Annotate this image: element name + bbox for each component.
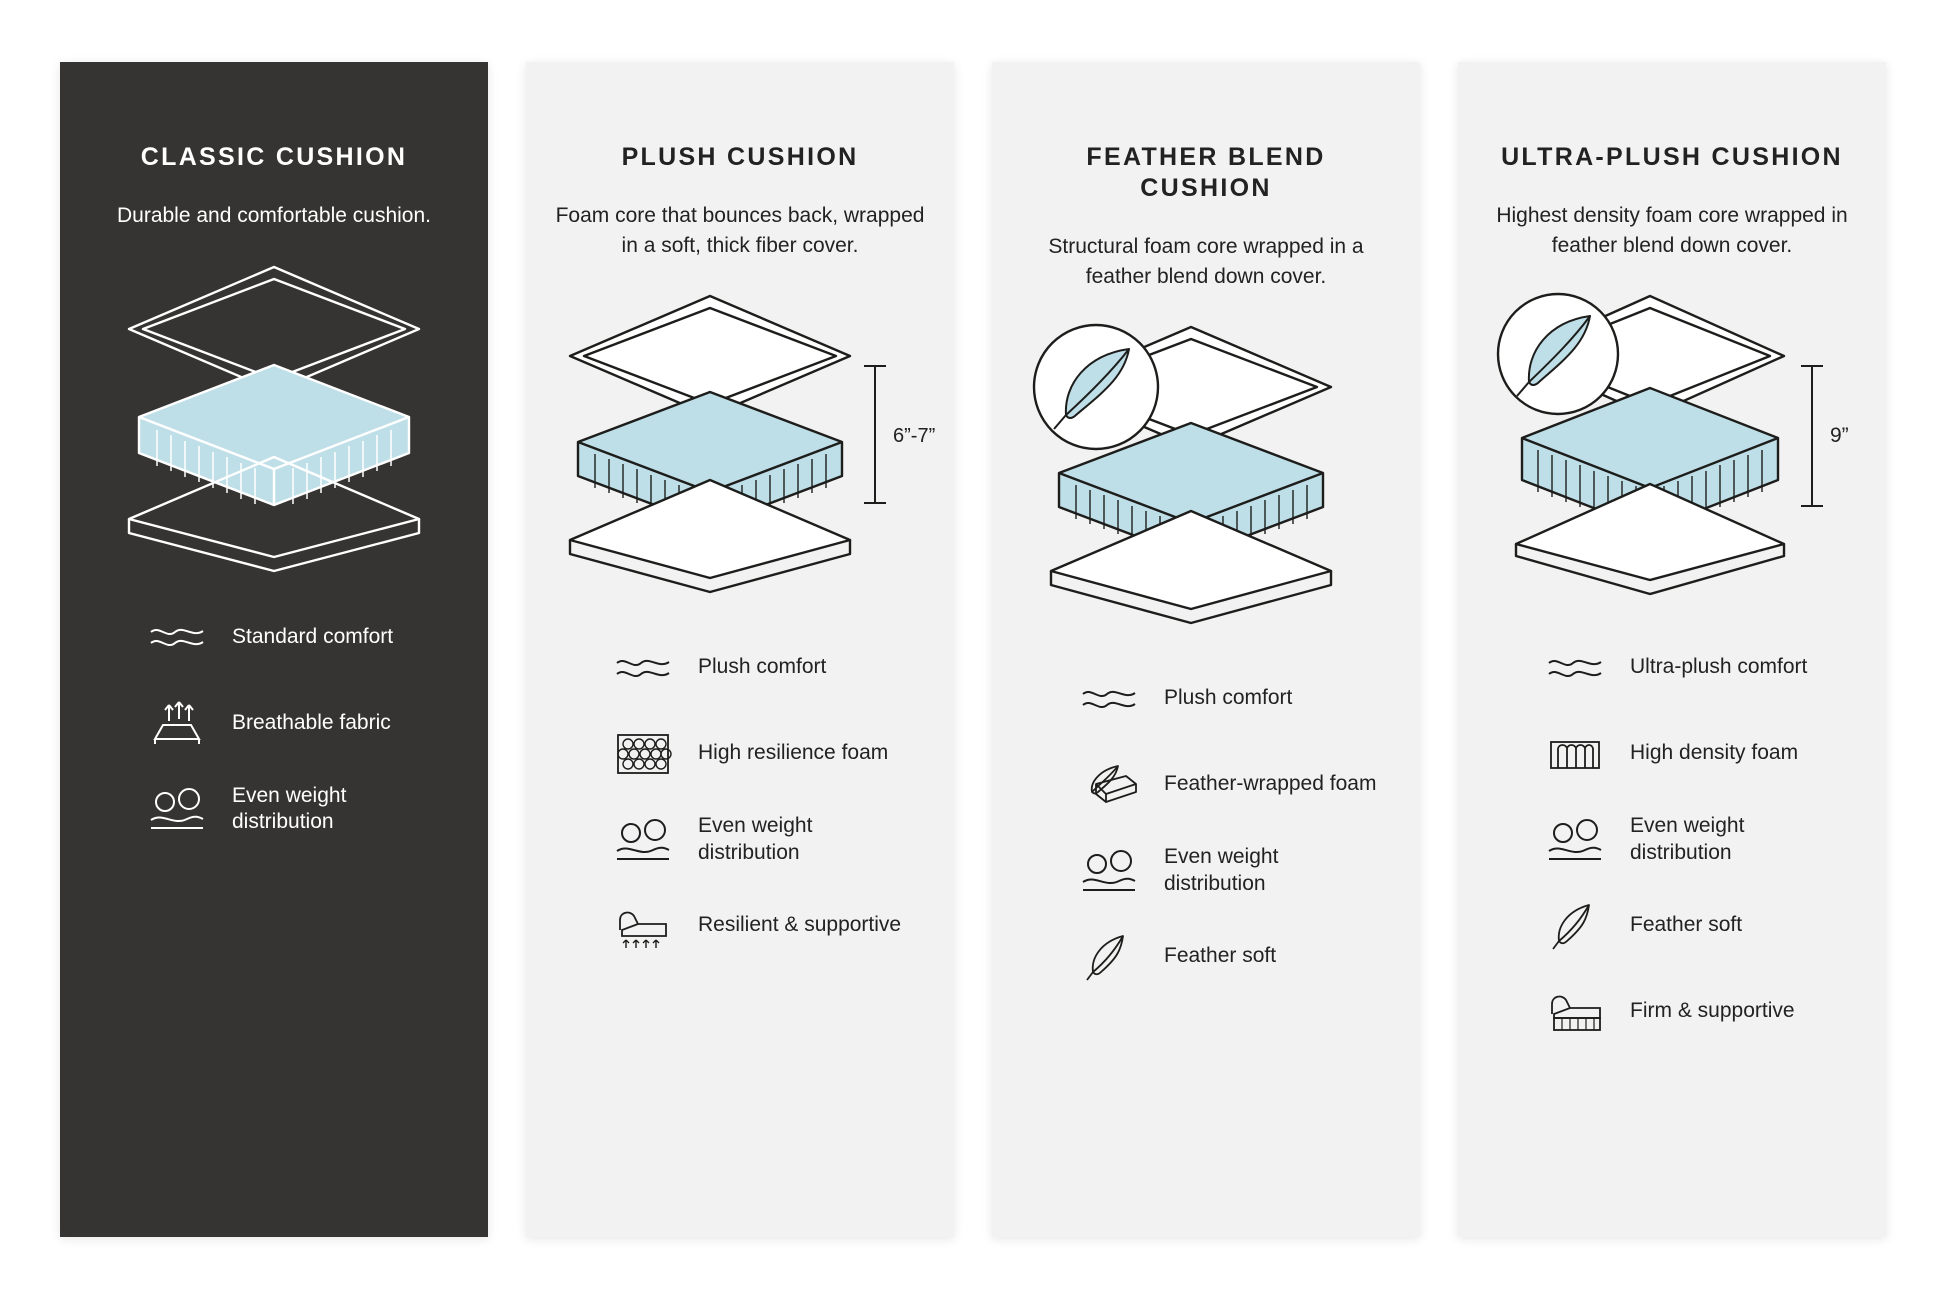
wave-lines-icon (612, 640, 674, 696)
list-item-label: Feather-wrapped foam (1164, 772, 1377, 796)
list-item (146, 695, 452, 751)
list-item-label: High resilience foam (698, 741, 889, 765)
list-item-label: Plush comfort (698, 655, 827, 679)
list-item-label: Even weight distribution (232, 783, 347, 834)
resilient-support-icon (612, 898, 674, 954)
list-item (612, 812, 918, 868)
feather-icon (1078, 929, 1140, 985)
list-item (1544, 812, 1850, 868)
list-item-label: High density foam (1630, 741, 1799, 765)
cushion-illustration-ultra-plush (1484, 288, 1860, 618)
list-item (1544, 984, 1850, 1040)
exploded-cushion-diagram-icon (1016, 319, 1396, 639)
list-item (1544, 726, 1850, 782)
firm-support-icon (1544, 984, 1606, 1040)
feature-list-ultra-plush (1484, 640, 1860, 1070)
feature-list-plush (552, 640, 928, 984)
dimension-label: 6”-7” (893, 424, 936, 447)
cushion-illustration-feather-blend (1018, 319, 1394, 649)
card-feather-blend-cushion (992, 62, 1420, 1237)
even-weight-icon (612, 812, 674, 868)
list-item-label: Feather soft (1630, 913, 1743, 937)
list-item-label: Firm & supportive (1630, 999, 1795, 1023)
card-ultra-plush-cushion (1458, 62, 1886, 1237)
breathable-fabric-icon (146, 695, 208, 751)
list-item-label: Feather soft (1164, 944, 1277, 968)
feather-icon (1544, 898, 1606, 954)
honeycomb-foam-icon (612, 726, 674, 782)
even-weight-icon (146, 781, 208, 837)
list-item (1078, 757, 1384, 813)
feature-list-feather-blend (1018, 671, 1394, 1015)
page-title: ULTRA-PLUSH CUSHION (1501, 143, 1843, 171)
list-item-label: Plush comfort (1164, 686, 1293, 710)
exploded-cushion-diagram-icon (1482, 288, 1862, 608)
even-weight-icon (1544, 812, 1606, 868)
list-item (1544, 640, 1850, 696)
list-item-label: Even weight distribution (1164, 845, 1279, 895)
list-item-label: Even weight distribution (1630, 814, 1745, 864)
page-title: FEATHER BLEND CUSHION (1086, 143, 1326, 202)
card-description: Highest density foam core wrapped in feather blend down cover. (1496, 204, 1848, 258)
list-item-label: Even weight distribution (698, 814, 813, 864)
list-item-label: Resilient & supportive (698, 913, 902, 937)
cushion-illustration-classic (86, 257, 462, 587)
list-item-label: Ultra-plush comfort (1630, 655, 1808, 679)
list-item (1078, 843, 1384, 899)
list-item-label: Breathable fabric (232, 711, 391, 734)
dimension-label: 9” (1830, 423, 1849, 447)
wave-lines-icon (146, 609, 208, 665)
page-title: CLASSIC CUSHION (140, 143, 408, 171)
list-item-label: Standard comfort (232, 625, 394, 648)
list-item (1544, 898, 1850, 954)
list-item (1078, 671, 1384, 727)
even-weight-icon (1078, 843, 1140, 899)
list-item (612, 898, 918, 954)
card-description: Durable and comfortable cushion. (116, 204, 431, 227)
exploded-cushion-diagram-icon (550, 288, 936, 608)
card-plush-cushion (526, 62, 954, 1237)
list-item (1078, 929, 1384, 985)
feather-wrapped-foam-icon (1078, 757, 1140, 813)
exploded-cushion-diagram-icon (109, 257, 439, 567)
page-title: PLUSH CUSHION (621, 143, 859, 171)
cushion-illustration-plush (552, 288, 936, 618)
card-description: Foam core that bounces back, wrapped in a soft, thick fiber cover. (555, 204, 925, 258)
card-classic-cushion (60, 62, 488, 1237)
list-item (146, 609, 452, 665)
feature-list-classic (86, 609, 462, 867)
high-density-foam-icon (1544, 726, 1606, 782)
wave-lines-icon (1544, 640, 1606, 696)
wave-lines-icon (1078, 671, 1140, 727)
list-item (612, 726, 918, 782)
list-item (612, 640, 918, 696)
card-description: Structural foam core wrapped in a feather blend down cover. (1048, 235, 1364, 289)
list-item (146, 781, 452, 837)
